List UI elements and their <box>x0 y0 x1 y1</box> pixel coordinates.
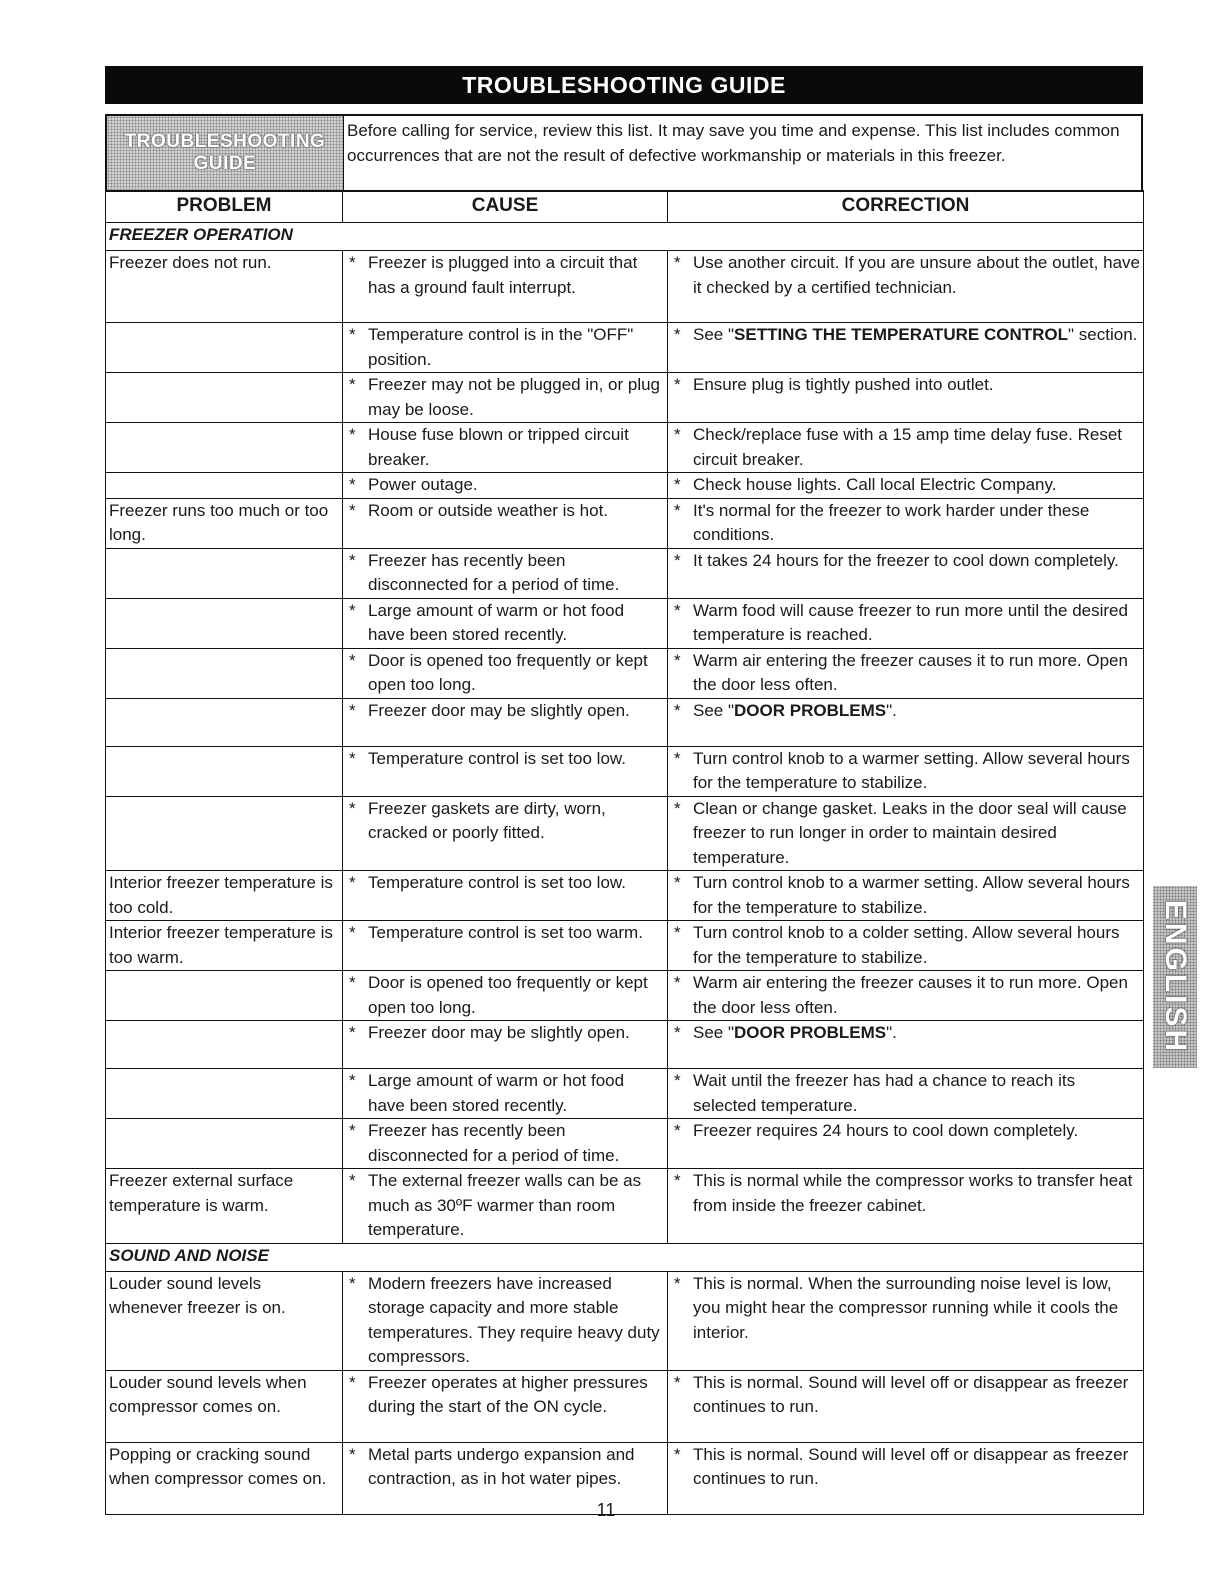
correction-item <box>671 373 1140 398</box>
table-row <box>106 1069 1144 1119</box>
correction-item <box>671 699 1140 724</box>
cause-item <box>346 423 664 472</box>
bullet-asterisk: * <box>349 923 356 942</box>
correction-item <box>671 649 1140 698</box>
bullet-asterisk: * <box>674 253 681 272</box>
problem-cell <box>106 323 343 373</box>
correction-text-post: ". <box>886 1023 897 1042</box>
cause-item <box>346 797 664 846</box>
cause-text: Freezer door may be slightly open. <box>368 1023 630 1042</box>
table-row <box>106 698 1144 746</box>
correction-text <box>693 323 1140 348</box>
correction-text-pre: See " <box>693 700 735 720</box>
problem-cell <box>106 648 343 698</box>
cause-text: Power outage. <box>368 475 478 494</box>
correction-text: Freezer requires 24 hours to cool down completely. <box>693 1121 1079 1140</box>
correction-text: This is normal while the compressor works to transfer heat from inside the freezer cabinet. <box>693 1171 1133 1215</box>
correction-text: It takes 24 hours for the freezer to cool down completely. <box>693 550 1119 570</box>
correction-item <box>671 797 1140 871</box>
correction-text: Ensure plug is tightly pushed into outlet. <box>693 375 994 394</box>
cause-text: Temperature control is set too warm. <box>368 923 643 942</box>
bullet-asterisk: * <box>674 1171 681 1190</box>
correction-text: Check house lights. Call local Electric Company. <box>693 475 1057 494</box>
correction-cell <box>668 498 1144 548</box>
cause-cell <box>343 1169 668 1244</box>
cause-item <box>346 499 664 524</box>
intro-badge <box>107 116 344 190</box>
problem-cell <box>106 971 343 1021</box>
cause-text: Freezer gaskets are dirty, worn, cracked or poorly fitted. <box>368 798 606 842</box>
cause-cell <box>343 1271 668 1370</box>
correction-cell <box>668 971 1144 1021</box>
bullet-asterisk: * <box>674 1023 681 1042</box>
cause-item <box>346 473 664 498</box>
table-row <box>106 498 1144 548</box>
cause-item <box>346 747 664 772</box>
correction-cell <box>668 871 1144 921</box>
cause-cell <box>343 871 668 921</box>
cause-cell <box>343 921 668 971</box>
problem-cell <box>106 473 343 499</box>
problem-cell: Interior freezer temperature is too cold. <box>106 871 343 921</box>
correction-item <box>671 971 1140 1020</box>
correction-text: This is normal. Sound will level off or disappear as freezer continues to run. <box>693 1372 1129 1416</box>
correction-item <box>671 473 1140 498</box>
correction-cell <box>668 1119 1144 1169</box>
cause-column-header: CAUSE <box>343 191 668 223</box>
correction-reference: DOOR PROBLEMS <box>734 1023 887 1042</box>
bullet-asterisk: * <box>349 798 356 818</box>
cause-item <box>346 699 664 724</box>
bullet-asterisk: * <box>674 375 681 394</box>
correction-item <box>671 423 1140 472</box>
cause-item <box>346 649 664 698</box>
correction-cell <box>668 323 1144 373</box>
cause-text: The external freezer walls can be as much as 30ºF warmer than room temperature. <box>368 1171 642 1239</box>
cause-item <box>346 1272 664 1370</box>
table-row <box>106 1119 1144 1169</box>
cause-item <box>346 549 664 598</box>
bullet-asterisk: * <box>674 1071 681 1090</box>
cause-text: Door is opened too frequently or kept open too long. <box>368 973 648 1017</box>
cause-text: Door is opened too frequently or kept open too long. <box>368 650 648 694</box>
bullet-asterisk: * <box>349 1444 356 1464</box>
correction-cell <box>668 921 1144 971</box>
cause-text: Freezer has recently been disconnected for a period of time. <box>368 550 620 594</box>
cause-item <box>346 871 664 896</box>
bullet-asterisk: * <box>349 650 356 670</box>
correction-item <box>671 1272 1140 1346</box>
cause-text: Metal parts undergo expansion and contraction, as in hot water pipes. <box>368 1444 635 1488</box>
cause-cell <box>343 498 668 548</box>
table-row <box>106 1271 1144 1370</box>
table-row <box>106 251 1144 323</box>
cause-text: Large amount of warm or hot food have been stored recently. <box>368 1071 625 1115</box>
cause-item <box>346 251 664 300</box>
cause-cell <box>343 746 668 796</box>
table-row <box>106 1169 1144 1244</box>
cause-item <box>346 323 664 372</box>
problem-column-header: PROBLEM <box>106 191 343 223</box>
cause-cell <box>343 698 668 746</box>
cause-cell <box>343 323 668 373</box>
correction-cell <box>668 373 1144 423</box>
bullet-asterisk: * <box>349 748 356 768</box>
bullet-asterisk: * <box>674 550 681 570</box>
correction-item <box>671 549 1140 574</box>
correction-item <box>671 1069 1140 1118</box>
cause-text: Freezer may not be plugged in, or plug may be loose. <box>368 375 661 419</box>
correction-item <box>671 747 1140 796</box>
bullet-asterisk: * <box>349 600 356 620</box>
cause-cell <box>343 423 668 473</box>
correction-text: It's normal for the freezer to work harder under these conditions. <box>693 500 1090 544</box>
correction-text-post: ". <box>886 700 897 720</box>
bullet-asterisk: * <box>349 700 356 720</box>
bullet-asterisk: * <box>674 700 681 720</box>
correction-cell <box>668 251 1144 323</box>
problem-cell <box>106 1021 343 1069</box>
cause-item <box>346 1119 664 1168</box>
correction-text: Use another circuit. If you are unsure about the outlet, have it checked by a certified technician. <box>693 253 1140 297</box>
correction-item <box>671 323 1140 348</box>
correction-item <box>671 499 1140 548</box>
problem-cell <box>106 746 343 796</box>
table-row <box>106 746 1144 796</box>
table-row <box>106 871 1144 921</box>
correction-cell <box>668 648 1144 698</box>
table-row <box>106 971 1144 1021</box>
page-number: 11 <box>596 1500 616 1520</box>
correction-text <box>693 1021 1140 1046</box>
bullet-asterisk: * <box>674 923 681 942</box>
table-row <box>106 598 1144 648</box>
section-row <box>106 223 1144 251</box>
correction-text: Turn control knob to a warmer setting. Allow several hours for the temperature to stabilize. <box>693 873 1130 917</box>
bullet-asterisk: * <box>674 325 681 344</box>
bullet-asterisk: * <box>349 375 356 394</box>
correction-item <box>671 871 1140 920</box>
problem-cell <box>106 548 343 598</box>
cause-cell <box>343 598 668 648</box>
section-title: SOUND AND NOISE <box>106 1243 1144 1271</box>
correction-cell <box>668 1021 1144 1069</box>
cause-text: Modern freezers have increased storage capacity and more stable temperatures. They require heavy duty compressors. <box>368 1273 660 1366</box>
bullet-asterisk: * <box>349 325 356 344</box>
correction-cell <box>668 1271 1144 1370</box>
problem-cell <box>106 373 343 423</box>
cause-cell <box>343 971 668 1021</box>
correction-cell <box>668 1370 1144 1442</box>
bullet-asterisk: * <box>349 425 356 444</box>
table-row <box>106 473 1144 499</box>
cause-cell <box>343 1069 668 1119</box>
correction-item <box>671 1371 1140 1420</box>
cause-item <box>346 1169 664 1243</box>
problem-cell: Freezer external surface temperature is warm. <box>106 1169 343 1244</box>
correction-item <box>671 251 1140 300</box>
bullet-asterisk: * <box>349 475 356 494</box>
bullet-asterisk: * <box>349 1121 356 1140</box>
bullet-asterisk: * <box>349 1273 356 1293</box>
correction-text: Turn control knob to a colder setting. Allow several hours for the temperature to stabilize. <box>693 923 1120 967</box>
language-side-tab <box>1153 886 1197 1068</box>
correction-text: This is normal. Sound will level off or disappear as freezer continues to run. <box>693 1444 1129 1488</box>
bullet-asterisk: * <box>674 1444 681 1464</box>
cause-cell <box>343 373 668 423</box>
bullet-asterisk: * <box>674 600 681 620</box>
bullet-asterisk: * <box>349 1023 356 1042</box>
bullet-asterisk: * <box>674 873 681 892</box>
table-row <box>106 921 1144 971</box>
correction-cell <box>668 473 1144 499</box>
cause-text: Temperature control is set too low. <box>368 873 626 892</box>
table-row <box>106 423 1144 473</box>
correction-text: This is normal. When the surrounding noise level is low, you might hear the compressor running while it cools the interior. <box>693 1273 1119 1342</box>
correction-cell <box>668 548 1144 598</box>
cause-text: Freezer has recently been disconnected for a period of time. <box>368 1121 620 1165</box>
table-row <box>106 648 1144 698</box>
troubleshooting-table <box>105 190 1144 1515</box>
bullet-asterisk: * <box>349 500 356 520</box>
cause-cell <box>343 1021 668 1069</box>
problem-cell <box>106 1069 343 1119</box>
problem-cell <box>106 1119 343 1169</box>
cause-item <box>346 1371 664 1420</box>
table-header-row <box>106 191 1144 223</box>
bullet-asterisk: * <box>674 475 681 494</box>
cause-cell <box>343 548 668 598</box>
cause-cell <box>343 796 668 871</box>
correction-cell <box>668 746 1144 796</box>
correction-cell <box>668 423 1144 473</box>
bullet-asterisk: * <box>349 973 356 992</box>
problem-cell: Louder sound levels whenever freezer is on. <box>106 1271 343 1370</box>
cause-text: House fuse blown or tripped circuit breaker. <box>368 425 629 469</box>
language-side-tab-label: ENGLISH <box>1159 899 1193 1055</box>
correction-text: Check/replace fuse with a 15 amp time delay fuse. Reset circuit breaker. <box>693 425 1122 469</box>
cause-item <box>346 1069 664 1118</box>
correction-item <box>671 1021 1140 1046</box>
cause-item <box>346 599 664 648</box>
page-banner-title: TROUBLESHOOTING GUIDE <box>105 66 1143 104</box>
correction-text: Clean or change gasket. Leaks in the door seal will cause freezer to run longer in order to maintain desired temperature. <box>693 798 1127 867</box>
cause-text: Temperature control is set too low. <box>368 748 626 768</box>
cause-text: Room or outside weather is hot. <box>368 500 609 520</box>
correction-cell <box>668 796 1144 871</box>
cause-item <box>346 373 664 422</box>
bullet-asterisk: * <box>674 1372 681 1392</box>
correction-text-pre: See " <box>693 325 735 344</box>
section-row <box>106 1243 1144 1271</box>
cause-item <box>346 1021 664 1046</box>
correction-cell <box>668 698 1144 746</box>
bullet-asterisk: * <box>674 425 681 444</box>
bullet-asterisk: * <box>674 973 681 992</box>
cause-cell <box>343 473 668 499</box>
correction-text-post: " section. <box>1068 325 1138 344</box>
correction-text: Turn control knob to a warmer setting. Allow several hours for the temperature to stabilize. <box>693 748 1130 792</box>
bullet-asterisk: * <box>349 550 356 570</box>
table-body <box>106 223 1144 1515</box>
cause-text: Freezer door may be slightly open. <box>368 700 630 720</box>
section-title: FREEZER OPERATION <box>106 223 1144 251</box>
cause-cell <box>343 251 668 323</box>
correction-reference: DOOR PROBLEMS <box>734 700 887 720</box>
correction-cell <box>668 1069 1144 1119</box>
cause-item <box>346 1443 664 1492</box>
table-row <box>106 1021 1144 1069</box>
cause-cell <box>343 1370 668 1442</box>
correction-text-pre: See " <box>693 1023 735 1042</box>
cause-text: Temperature control is in the "OFF" position. <box>368 325 634 369</box>
correction-column-header: CORRECTION <box>668 191 1144 223</box>
problem-cell: Freezer does not run. <box>106 251 343 323</box>
correction-text: Warm air entering the freezer causes it to run more. Open the door less often. <box>693 650 1128 694</box>
correction-item <box>671 1119 1140 1144</box>
bullet-asterisk: * <box>349 1071 356 1090</box>
intro-badge-line2: GUIDE <box>193 153 257 174</box>
problem-cell: Louder sound levels when compressor comes on. <box>106 1370 343 1442</box>
bullet-asterisk: * <box>674 1273 681 1293</box>
correction-text: Warm food will cause freezer to run more until the desired temperature is reached. <box>693 600 1128 644</box>
bullet-asterisk: * <box>674 1121 681 1140</box>
intro-badge-line1: TROUBLESHOOTING <box>124 131 326 152</box>
correction-text: Wait until the freezer has had a chance to reach its selected temperature. <box>693 1071 1076 1115</box>
correction-item <box>671 599 1140 648</box>
table-row <box>106 323 1144 373</box>
correction-item <box>671 1169 1140 1218</box>
table-row <box>106 796 1144 871</box>
bullet-asterisk: * <box>349 253 356 272</box>
problem-cell: Freezer runs too much or too long. <box>106 498 343 548</box>
cause-item <box>346 921 664 946</box>
intro-box <box>105 114 1143 190</box>
cause-cell <box>343 1119 668 1169</box>
correction-reference: SETTING THE TEMPERATURE CONTROL <box>734 325 1069 344</box>
cause-text: Large amount of warm or hot food have been stored recently. <box>368 600 625 644</box>
bullet-asterisk: * <box>674 798 681 818</box>
bullet-asterisk: * <box>674 748 681 768</box>
bullet-asterisk: * <box>349 1372 356 1392</box>
problem-cell: Interior freezer temperature is too warm. <box>106 921 343 971</box>
correction-cell <box>668 1169 1144 1244</box>
correction-text: Warm air entering the freezer causes it to run more. Open the door less often. <box>693 973 1128 1017</box>
table-row <box>106 373 1144 423</box>
correction-item <box>671 921 1140 970</box>
problem-cell: Popping or cracking sound when compressor comes on. <box>106 1442 343 1514</box>
correction-item <box>671 1443 1140 1492</box>
problem-cell <box>106 598 343 648</box>
table-row <box>106 1370 1144 1442</box>
intro-text: Before calling for service, review this list. It may save you time and expense. This list includes common occurrences that are not the result of defective workmanship or materials in this freezer. <box>347 121 1120 165</box>
problem-cell <box>106 796 343 871</box>
bullet-asterisk: * <box>349 873 356 892</box>
problem-cell <box>106 698 343 746</box>
bullet-asterisk: * <box>349 1171 356 1190</box>
bullet-asterisk: * <box>674 650 681 670</box>
problem-cell <box>106 423 343 473</box>
cause-text: Freezer is plugged into a circuit that has a ground fault interrupt. <box>368 253 638 297</box>
correction-text <box>693 699 1140 724</box>
correction-cell <box>668 598 1144 648</box>
cause-cell <box>343 648 668 698</box>
cause-item <box>346 971 664 1020</box>
table-row <box>106 548 1144 598</box>
bullet-asterisk: * <box>674 500 681 520</box>
cause-text: Freezer operates at higher pressures during the start of the ON cycle. <box>368 1372 648 1416</box>
